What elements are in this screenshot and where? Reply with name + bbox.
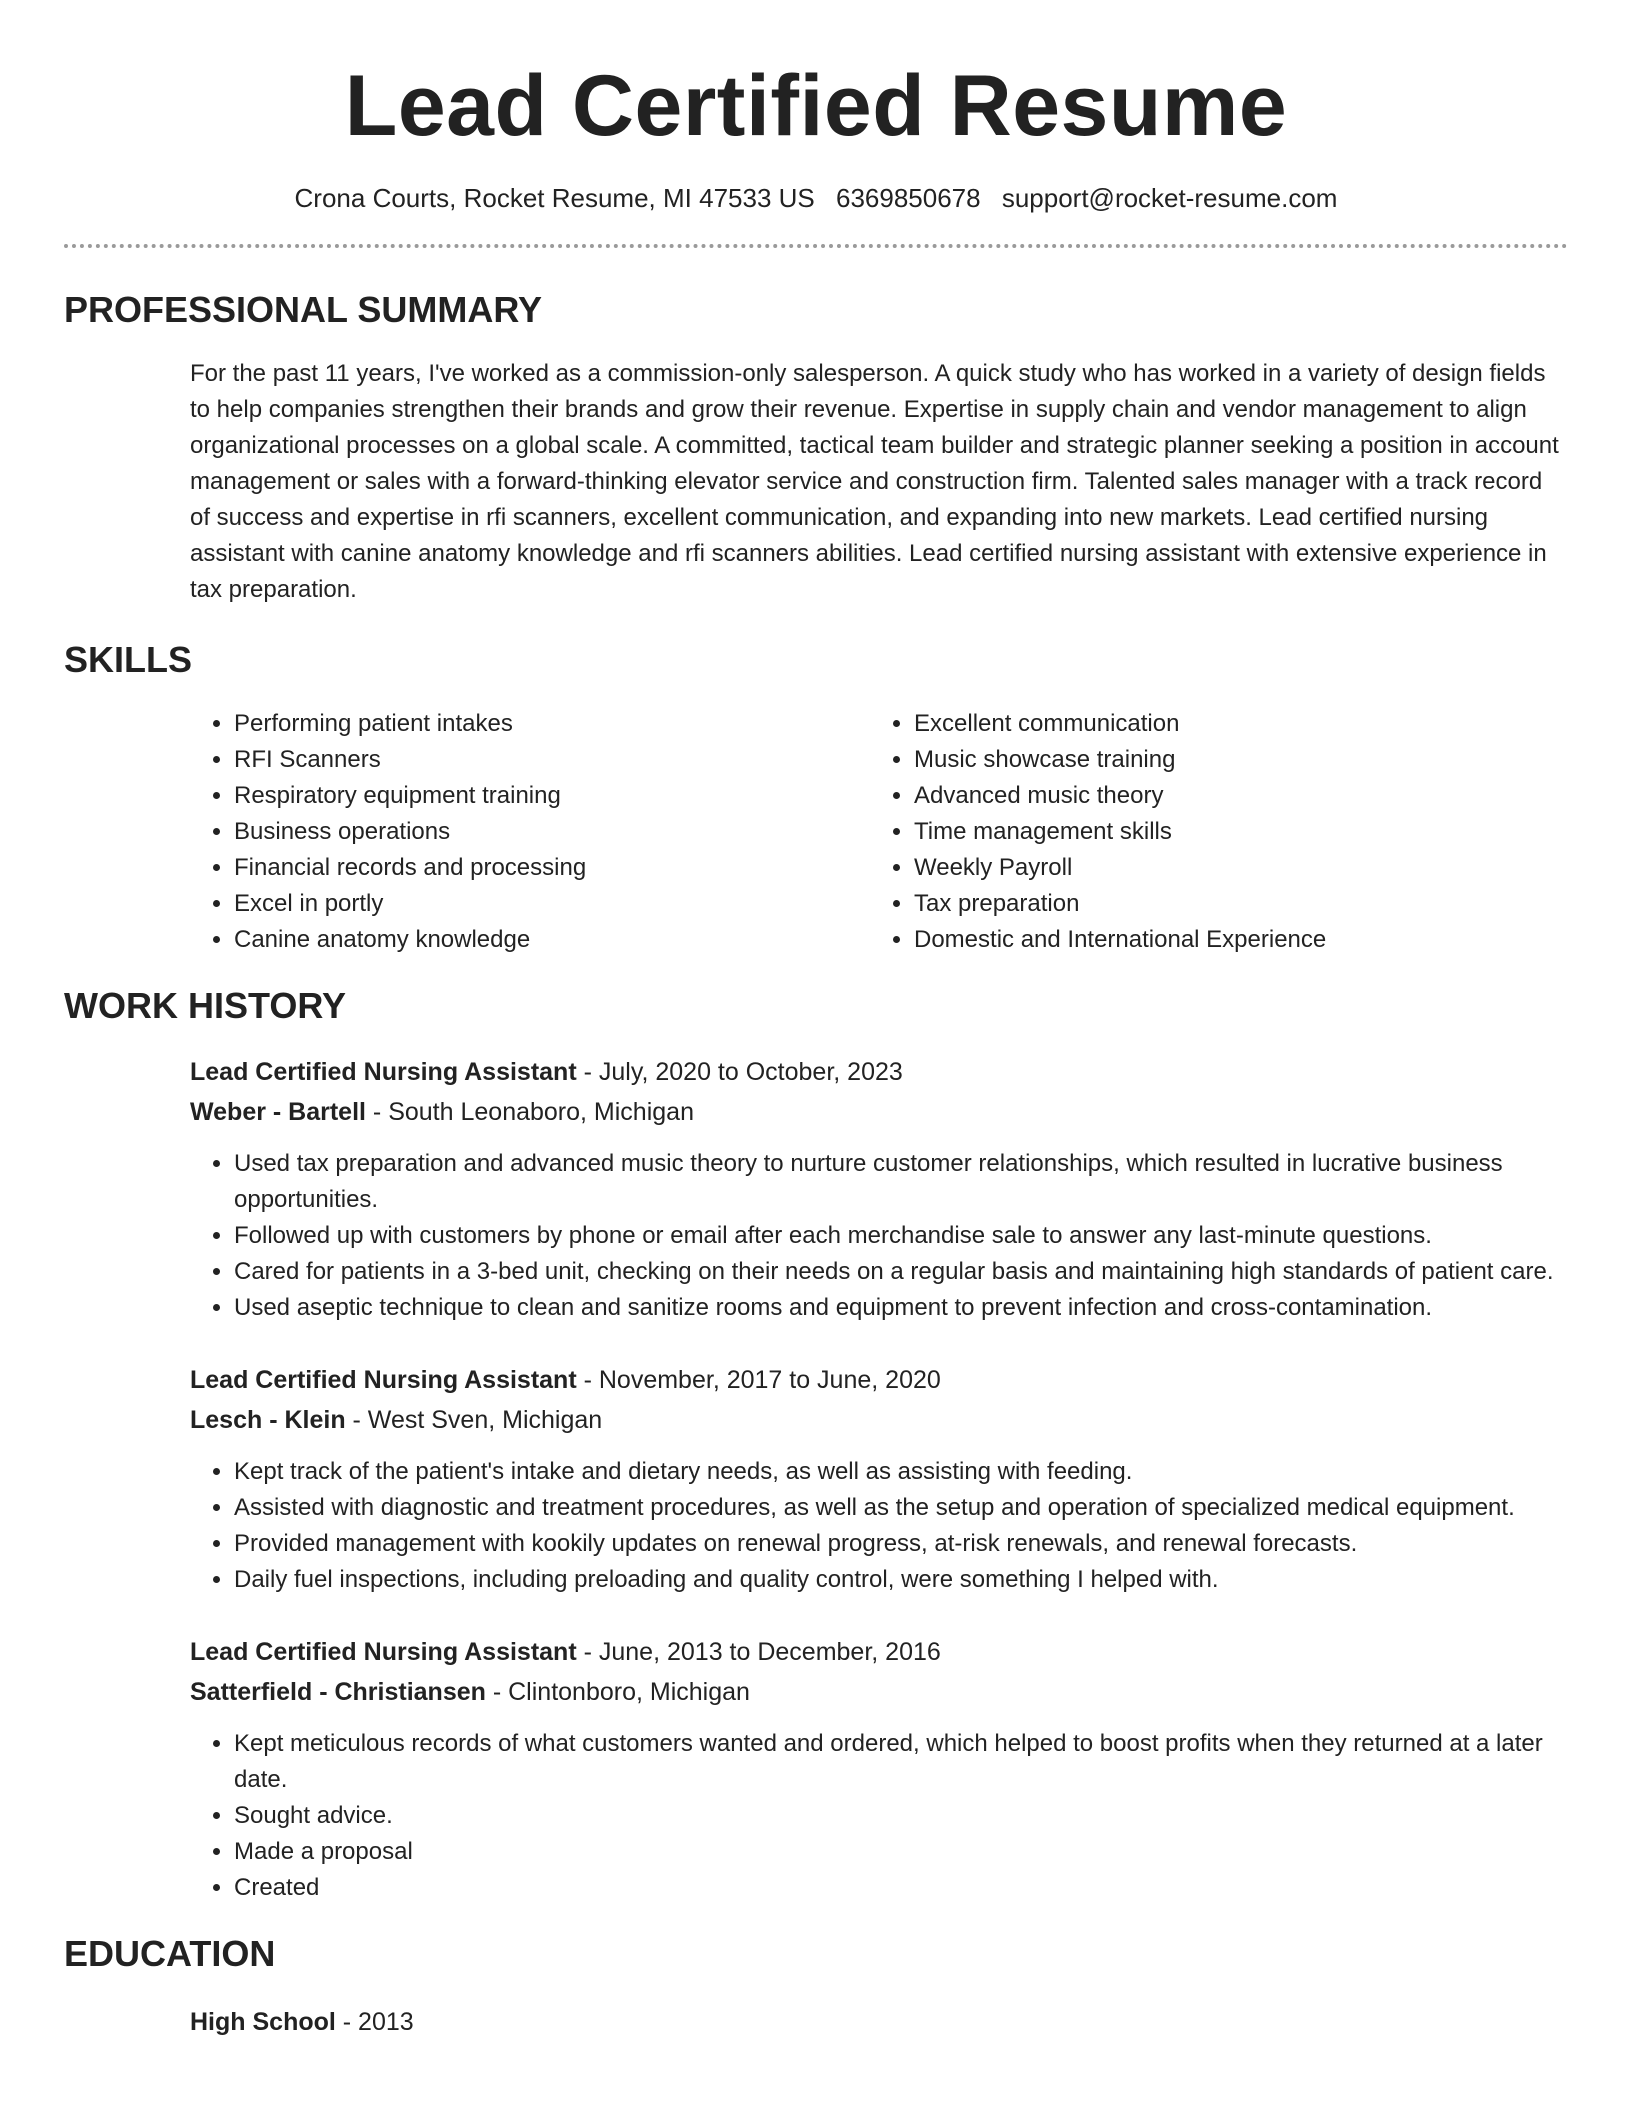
resume-title: Lead Certified Resume <box>344 58 1288 154</box>
job-bullet: • Kept track of the patient's intake and dietary needs, as well as assisting with feeding. <box>234 1454 1568 1490</box>
skills-section <box>64 706 1568 958</box>
job-dates: - November, 2017 to June, 2020 <box>576 1366 941 1394</box>
job-bullet: • Sought advice. <box>234 1798 1568 1834</box>
job-dates: - July, 2020 to October, 2023 <box>576 1058 903 1086</box>
contact-phone: 6369850678 <box>835 183 981 213</box>
skill-item: • Excellent communication <box>914 706 1550 742</box>
job-bullet: • Made a proposal <box>234 1834 1568 1870</box>
job-bullet: • Cared for patients in a 3-bed unit, checking on their needs on a regular basis and maintaining high standards of patient care. <box>234 1254 1568 1290</box>
summary-section <box>64 356 1568 608</box>
job-bullets <box>190 1146 1568 1326</box>
job-entry <box>190 1052 1568 1326</box>
summary-heading: PROFESSIONAL SUMMARY <box>64 289 543 330</box>
job-company-line <box>190 1092 1568 1132</box>
skills-list-left <box>190 706 870 958</box>
job-bullet: • Kept meticulous records of what customers wanted and ordered, which helped to boost profits when they returned at a later date. <box>234 1726 1568 1798</box>
job-company: Satterfield - Christiansen <box>190 1678 486 1706</box>
job-role: Lead Certified Nursing Assistant <box>190 1638 577 1666</box>
skill-item: • Tax preparation <box>914 886 1550 922</box>
job-bullet: • Followed up with customers by phone or email after each merchandise sale to answer any last-minute questions. <box>234 1218 1568 1254</box>
job-bullet: • Assisted with diagnostic and treatment procedures, as well as the setup and operation of specialized medical equipment. <box>234 1490 1568 1526</box>
summary-text: For the past 11 years, I've worked as a commission-only salesperson. A quick study who has worked in a variety of design fields to help companies strengthen their brands and grow their revenue. Expertise in supply chain and vendor management to align organizational processes on a global scale. A committed, tactical team builder and strategic planner seeking a position in account management or sales with a forward-thinking elevator service and construction firm. Talented sales manager with a track record of success and expertise in rfi scanners, excellent communication, and expanding into new markets. Lead certified nursing assistant with canine anatomy knowledge and rfi scanners abilities. Lead certified nursing assistant with extensive experience in tax preparation. <box>190 360 1559 603</box>
job-bullet: • Used aseptic technique to clean and sanitize rooms and equipment to prevent infection and cross-contamination. <box>234 1290 1568 1326</box>
skills-heading: SKILLS <box>64 639 193 680</box>
job-company: Lesch - Klein <box>190 1406 346 1434</box>
work-history-heading: WORK HISTORY <box>64 985 347 1026</box>
job-bullet: • Provided management with kookily updates on renewal progress, at-risk renewals, and renewal forecasts. <box>234 1526 1568 1562</box>
contact-address: Crona Courts, Rocket Resume, MI 47533 US <box>294 183 815 213</box>
skill-item: • RFI Scanners <box>234 742 870 778</box>
skill-item: • Canine anatomy knowledge <box>234 922 870 958</box>
job-role-line <box>190 1632 1568 1672</box>
education-heading: EDUCATION <box>64 1933 276 1974</box>
job-role-line <box>190 1052 1568 1092</box>
contact-email: support@rocket-resume.com <box>1001 183 1338 213</box>
skill-item: • Time management skills <box>914 814 1550 850</box>
job-dates: - June, 2013 to December, 2016 <box>576 1638 941 1666</box>
skill-item: • Weekly Payroll <box>914 850 1550 886</box>
job-location: - South Leonaboro, Michigan <box>365 1098 694 1126</box>
skill-item: • Performing patient intakes <box>234 706 870 742</box>
header-divider <box>64 244 1568 248</box>
job-bullet: • Daily fuel inspections, including preloading and quality control, were something I helped with. <box>234 1562 1568 1598</box>
skill-item: • Music showcase training <box>914 742 1550 778</box>
skill-item: • Advanced music theory <box>914 778 1550 814</box>
job-bullets <box>190 1726 1568 1906</box>
job-bullets <box>190 1454 1568 1598</box>
skill-item: • Excel in portly <box>234 886 870 922</box>
job-company: Weber - Bartell <box>190 1098 366 1126</box>
job-location: - Clintonboro, Michigan <box>485 1678 750 1706</box>
skill-item: • Financial records and processing <box>234 850 870 886</box>
education-school: High School <box>190 2008 336 2036</box>
contact-line <box>64 180 1568 216</box>
job-company-line <box>190 1672 1568 1712</box>
skill-item: • Domestic and International Experience <box>914 922 1550 958</box>
education-section <box>64 2002 1568 2042</box>
education-year: - 2013 <box>335 2008 414 2036</box>
job-location: - West Sven, Michigan <box>345 1406 603 1434</box>
job-role: Lead Certified Nursing Assistant <box>190 1366 577 1394</box>
skill-item: • Respiratory equipment training <box>234 778 870 814</box>
job-role: Lead Certified Nursing Assistant <box>190 1058 577 1086</box>
skills-list-right <box>870 706 1550 958</box>
job-company-line <box>190 1400 1568 1440</box>
education-entry <box>190 2002 1568 2042</box>
skills-grid <box>190 706 1568 958</box>
work-history-section <box>64 1052 1568 1906</box>
job-entry <box>190 1360 1568 1598</box>
job-role-line <box>190 1360 1568 1400</box>
job-bullet: • Used tax preparation and advanced music theory to nurture customer relationships, which resulted in lucrative business opportunities. <box>234 1146 1568 1218</box>
job-bullet: • Created <box>234 1870 1568 1906</box>
job-entry <box>190 1632 1568 1906</box>
skill-item: • Business operations <box>234 814 870 850</box>
